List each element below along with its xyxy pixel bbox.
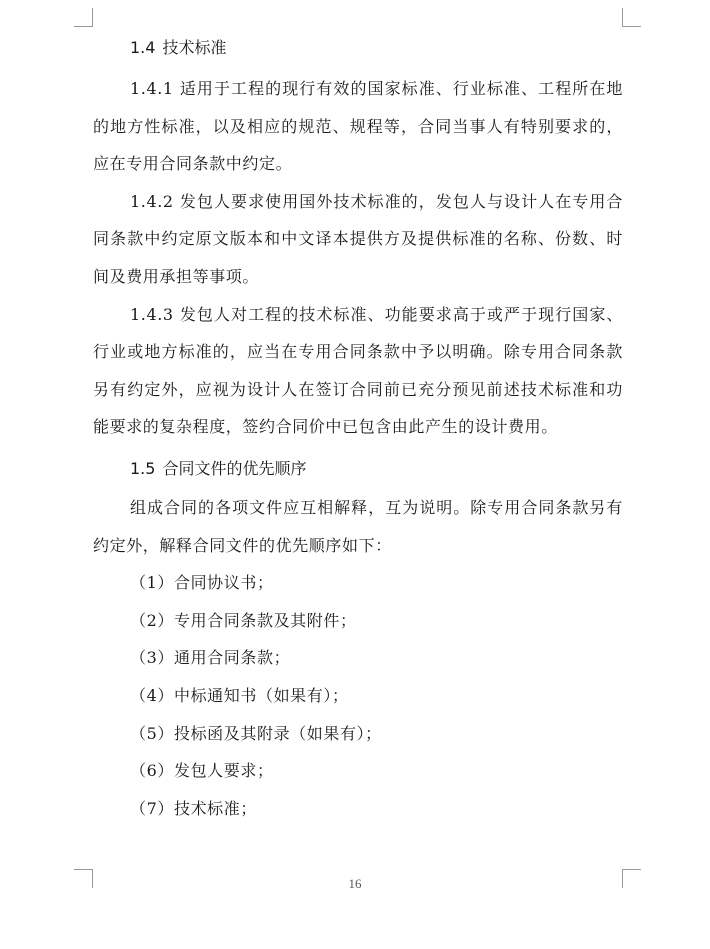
list-item: （7）技术标准；	[130, 798, 257, 818]
crop-mark-top-left	[74, 8, 93, 27]
crop-mark-top-right	[622, 8, 641, 27]
section-heading-1-4	[93, 30, 623, 66]
section-number: 1.4	[130, 38, 156, 57]
section-title: 技术标准	[162, 38, 227, 57]
page-content	[93, 30, 623, 827]
section-title: 合同文件的优先顺序	[162, 458, 307, 478]
list-item: （2）专用合同条款及其附件；	[130, 610, 357, 630]
clause-1-4-1: 1.4.1 适用于工程的现行有效的国家标准、行业标准、工程所在地的地方性标准，以及相应的规范、规程等，合同当事人有特别要求的，应在专用合同条款中约定。	[93, 79, 623, 174]
list-item: （4）中标通知书（如果有）；	[130, 685, 349, 705]
list-item: （3）通用合同条款；	[130, 648, 291, 668]
section-number: 1.5	[130, 458, 156, 478]
list-item: （1）合同协议书；	[130, 573, 274, 593]
clause-1-4-2: 1.4.2 发包人要求使用国外技术标准的，发包人与设计人在专用合同条款中约定原文版本和中文译本提供方及提供标准的名称、份数、时间及费用承担等事项。	[93, 191, 623, 286]
list-item: （6）发包人要求；	[130, 761, 274, 781]
list-item: （5）投标函及其附录（如果有）；	[130, 723, 382, 743]
section-heading-1-5	[93, 451, 623, 487]
page-number: 16	[348, 876, 362, 891]
section-intro: 组成合同的各项文件应互相解释，互为说明。除专用合同条款另有约定外，解释合同文件的优先顺序如下：	[93, 497, 623, 555]
clause-1-4-3: 1.4.3 发包人对工程的技术标准、功能要求高于或严于现行国家、行业或地方标准的，应当在专用合同条款中予以明确。除专用合同条款另有约定外，应视为设计人在签订合同前已充分预见前述技术标准和功能要求的复杂程度，签约合同价中已包含由此产生的设计费用。	[93, 304, 623, 437]
priority-list	[93, 564, 623, 827]
